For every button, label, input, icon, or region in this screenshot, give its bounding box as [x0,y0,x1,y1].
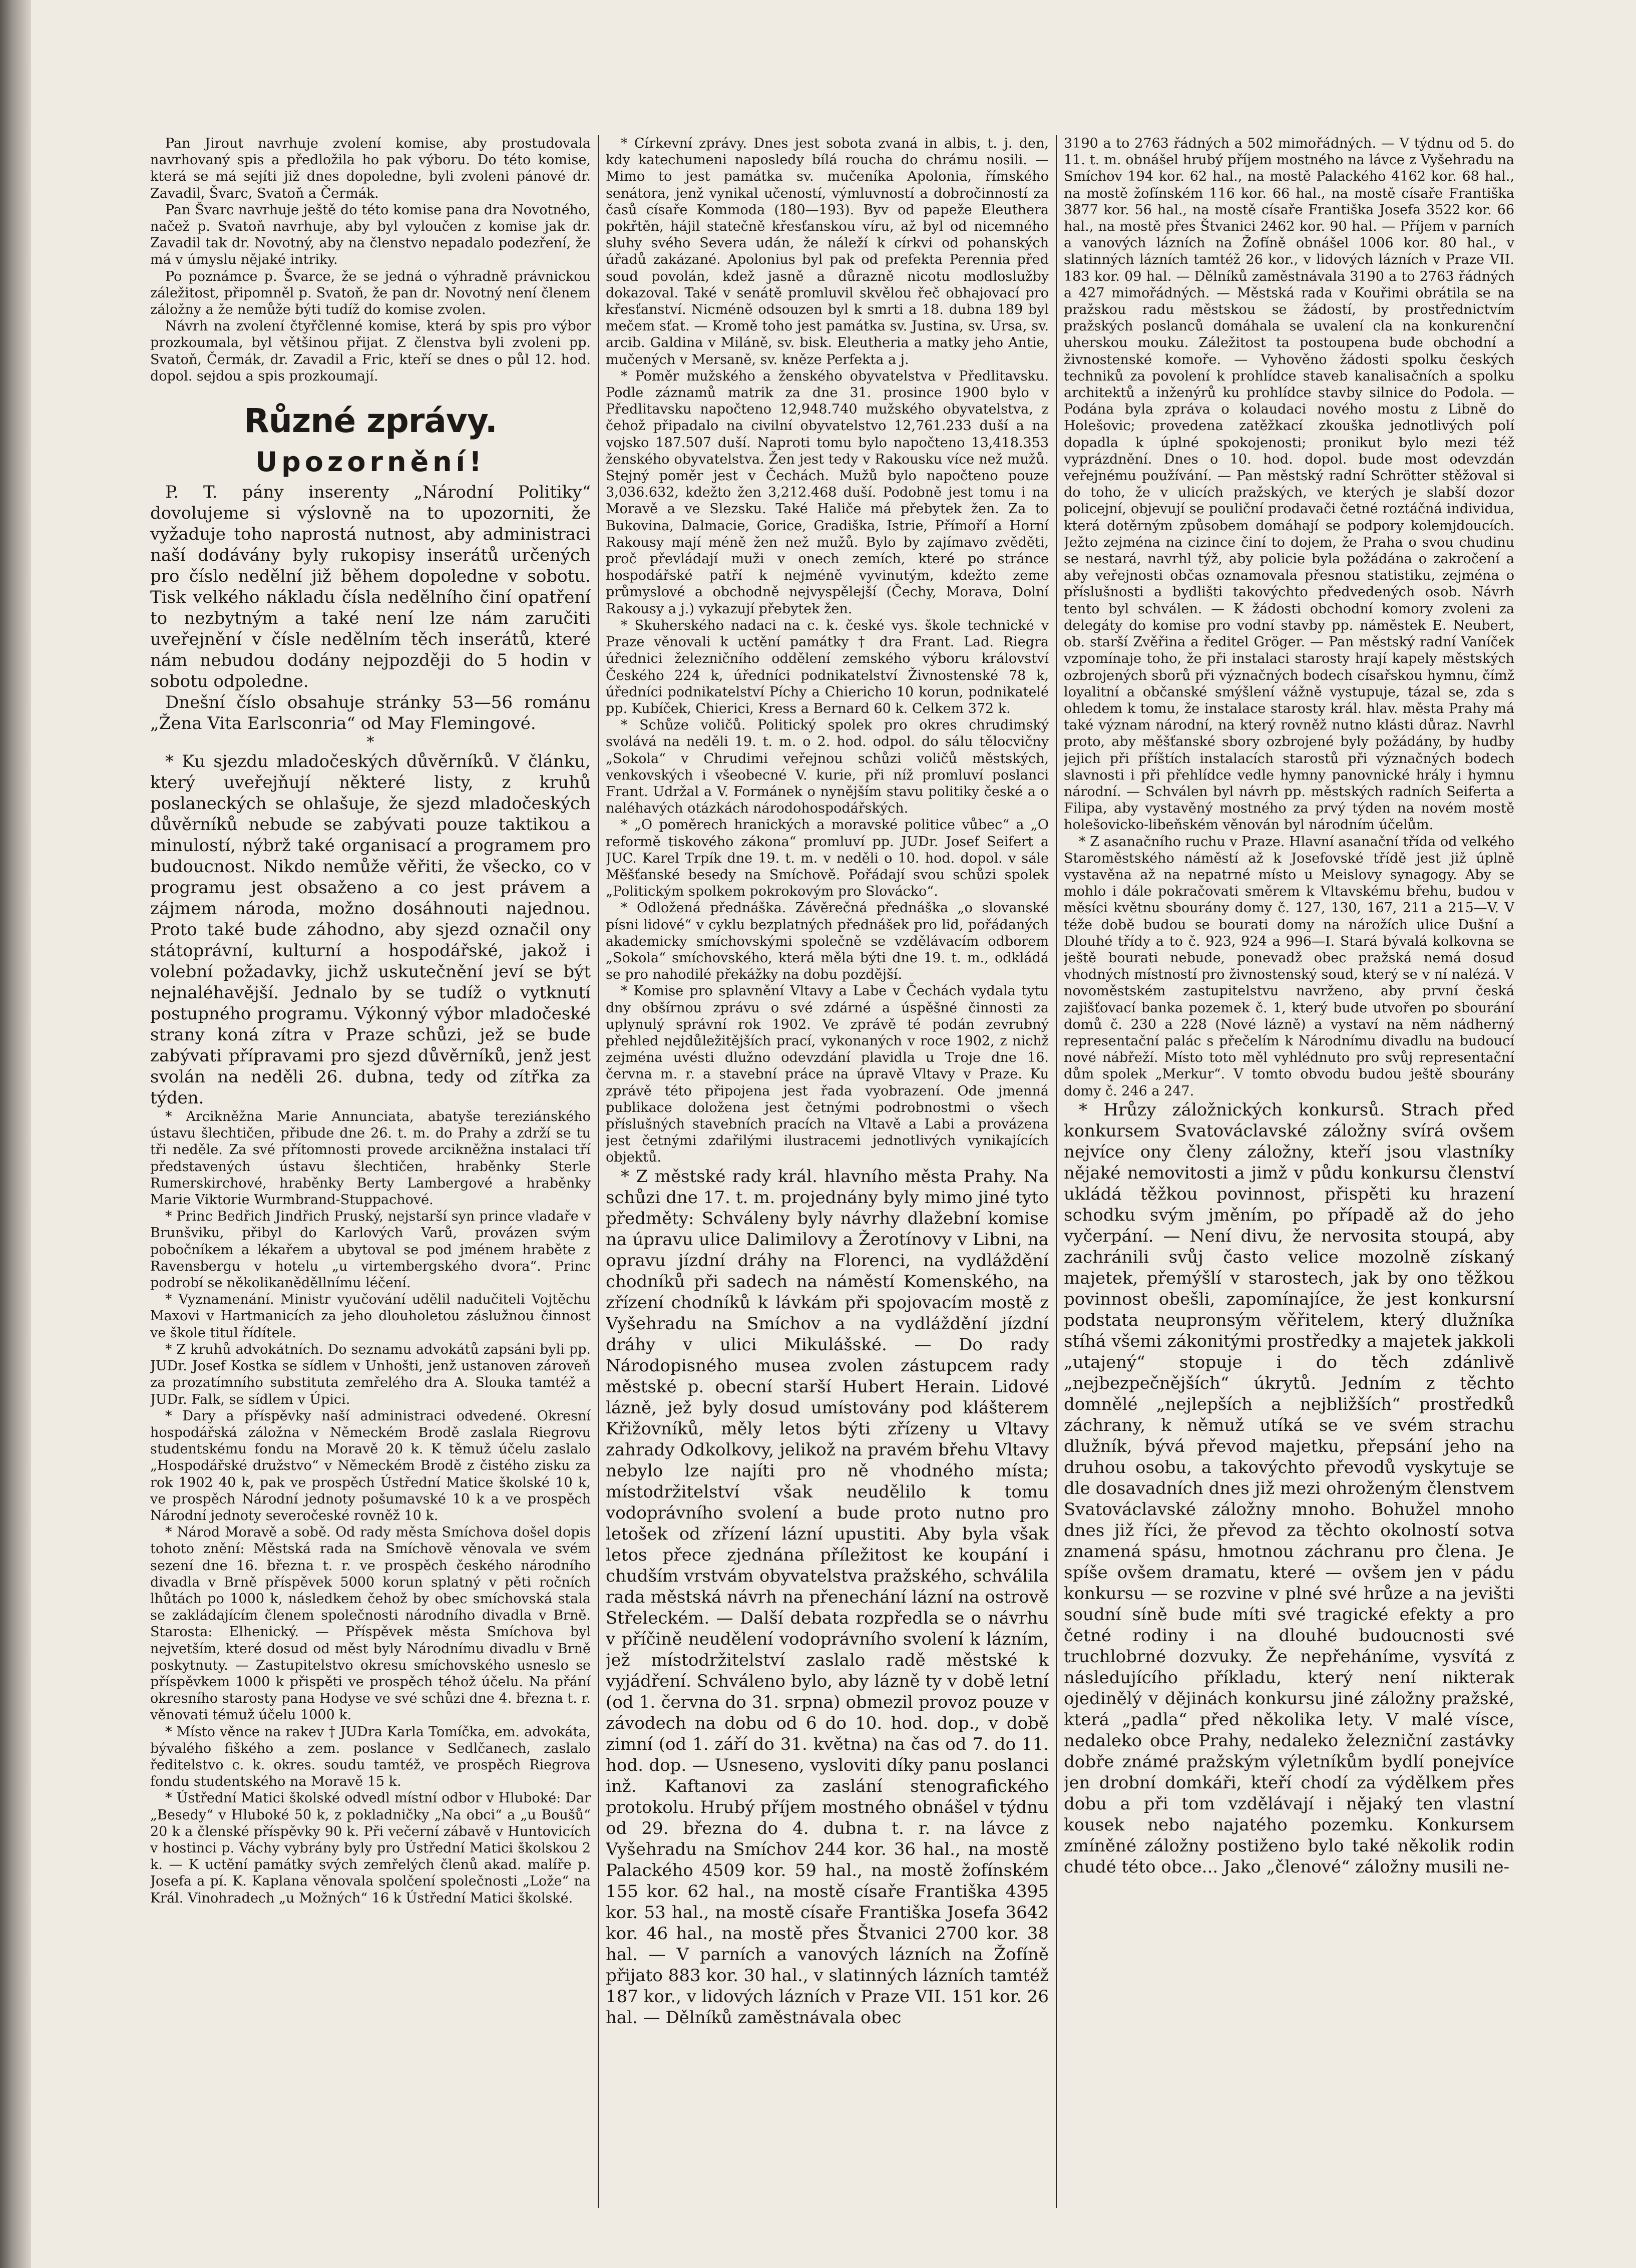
column-2 [606,135,1049,2208]
news-item: * Církevní zprávy. Dnes jest sobota zvaná in albis, t. j. den, kdy katechumeni naposledy bílá roucha do chrámu nosili. — Mimo to jest památka sv. mučeníka Apolonia, římského senátora, jenž vynikal učeností, výmluvností a dobročinností za časů císaře Kommoda (180—193). Byv od papeže Eleuthera pokřtěn, hájil statečně křesťanskou víru, až byl od nicemného sluhy svého Severa udán, že náleží k církvi od pohanských úřadů zakázané. Apolonius byl pak od prefekta Perennia před soud povolán, kdež jasně a důrazně nicotu modloslužby dokazoval. Také v senátě promluvil skvělou řeč obhajovací pro křesťanství. Nicméně odsouzen byl k smrti a 18. dubna 189 byl mečem sťat. — Kromě toho jest památka sv. Justina, sv. Ursa, sv. arcib. Galdina v Miláně, sv. bisk. Eleutheria a matky jeho Antie, mučených v Mersaně, sv. kněze Perfekta a j. [606,136,1049,367]
news-item: * Ku sjezdu mladočeských důvěrníků. V článku, který uveřejňují některé listy, z kruhů poslaneckých se ohlašuje, že sjezd mladočeských důvěrníků nebude se zabývati pouze taktikou a minulostí, nýbrž také organisací a programem pro budoucnost. Nikdo nemůže věřiti, že všecko, co v programu jest obsaženo a co jest právem a zájmem národa, možno dosáhnouti najednou. Proto také bude záhodno, aby sjezd označil ony státoprávní, kulturní a hospodářské, jakož i volební požadavky, jichž uskutečnění jeví se být nejnaléhavější. Jednalo by se tudíž o vytknutí postupného programu. Výkonný výbor mladočeské strany koná zítra v Praze schůzi, jež se bude zabývati přípravami pro sjezd důvěrníků, jenž jest svolán na neděli 26. dubna, tedy od zítřka za týden. [150,751,591,1108]
column-divider [1056,135,1057,2208]
notice-paragraph: P. T. pány inserenty „Národní Politiky“ dovolujeme si výslovně na to upozorniti, že vyžaduje toho naprostá nutnost, aby administraci naší dodávány byly rukopisy inserátů určených pro číslo nedělní již během dopoledne v sobotu. Tisk velkého nákladu čísla nedělního činí opatření to nezbytným a také není lze nám zaručiti uveřejnění v čísle nedělním těch inserátů, které nám nebudou dodány nejpozději do 5 hodin v sobotu odpoledne. [150,482,591,692]
news-item: * Vyznamenání. Ministr vyučování udělil nadučiteli Vojtěchu Maxovi v Hartmanicích za jeho dlouholetou záslužnou činnost ve škole titul řídítele. [150,1292,591,1341]
news-item: * Poměr mužského a ženského obyvatelstva v Předlitavsku. Podle záznamů matrik za dne 31. prosince 1900 bylo v Předlitavsku napočteno 12,948.740 mužského obyvatelstva, z čehož připadalo na civilní obyvatelstvo 12,761.233 duší a na vojsko 187.507 duší. Naproti tomu bylo napočteno 13,418.353 ženského obyvatelstva. Žen jest tedy v Rakousku více než mužů. Stejný poměr jest v Čechách. Mužů bylo napočteno pouze 3,036.632, kdežto žen 3,212.468 duší. Podobně jest tomu i na Moravě a ve Slezsku. Také Haliče má přebytek žen. Za to Bukovina, Dalmacie, Gorice, Gradiška, Istrie, Přímoří a Horní Rakousy mají méně žen než mužů. Bylo by zajímavo zvěděti, proč převládají muži v onech zemích, které po stránce hospodářské patří k nejméně vyvinutým, kdežto zeme průmyslové a obchodně nejvyspělejší (Čechy, Morava, Dolní Rakousy a j.) vykazují přebytek žen. [606,368,1049,617]
column-3 [1064,135,1514,2208]
news-item: 3190 a to 2763 řádných a 502 mimořádných. — V týdnu od 5. do 11. t. m. obnášel hrubý příjem mostného na lávce z Vyšehradu na Smíchov 194 kor. 62 hal., na mostě Palackého 4162 kor. 68 hal., na mostě žofínském 116 kor. 66 hal., na mostě císaře Františka 3877 kor. 56 hal., na mostě císaře Františka Josefa 3522 kor. 66 hal., na mostě přes Štvanici 2462 kor. 90 hal. — Příjem v parních a vanových lázních na Žofíně obnášel 1006 kor. 80 hal., v slatinných lázních tamtéž 26 kor., v lidových lázních v Praze VII. 183 kor. 09 hal. — Dělníků zaměstnávala 3190 a to 2763 řádných a 427 mimořádných. — Městská rada v Kouřimi obrátila se na pražskou radu městskou se žádostí, by prostřednictvím pražských poslanců domáhala se uvalení cla na konkurenční uherskou mouku. Záležitost ta postoupena bude obchodní a živnostenské komoře. — Vyhověno žádosti spolku českých techniků za povolení k prohlídce staveb kanalisačních a spolku architektů a inženýrů ku prohlídce stavby silnice do Podola. — Podána byla zpráva o kolaudaci nového mostu z Libně do Holešovic; provedena zatěžkací zkouška jednotlivých polí dopadla k úplné spokojenosti; pronikut bylo mezi též vyprázdnění. Dnes o 10. hod. dopol. bude most odevzdán veřejnému používání. — Pan městský radní Schrötter stěžoval si do toho, že v ulicích pražských, ve kterých je slabší dozor policejní, objevují se pouliční prodavači četné roztáčná individua, která dotěrným způsobem domáhají se podpory kolemjdoucích. Ježto zejména na cizince činí to dojem, že Praha o svou chudinu se nestará, navrhl týž, aby policie byla požádána o zakročení a aby veřejnosti občas oznamovala přesnou statistiku, zejména o příslušnosti a bydlišti takovýchto předvedených osob. Návrh tento byl schválen. — K žádosti obchodní komory zvoleni za delegáty do komise pro vodní stavby pp. náměstek E. Neubert, ob. starší Zvěřina a ředitel Gröger. — Pan městský radní Vaníček vzpomínaje toho, že při instalaci starosty hrají kapely městských ozbrojených sborů při význačných bodech císařskou hymnu, čímž loyalitní a občanské smýšlení vážně vystupuje, tázal se, zda s ohledem k tomu, že instalace starosty král. hlav. města Prahy má také význam národní, na který rovněž nutno klásti důraz. Navrhl proto, aby měšťanské sbory ozbrojené byly požádány, by hudby jejich při příštích instalacích starostů při význačných bodech slavnosti i při přehlídce vedle hymny panovnické hrály i hymnu národní. — Schválen byl návrh pp. městských radních Seiferta a Filipa, aby vystavěný mostného za prvý týden na novém mostě holešovicko-libeňském věnován byl národním účelům. [1064,136,1514,833]
paragraph: Pan Jirout navrhuje zvolení komise, aby prostudovala navrhovaný spis a předložila ho pak výboru. Do této komise, která se má sejíti již dnes dopoledne, byli zvoleni pánové dr. Zavadil, Švarc, Svatoň a Čermák. [150,136,591,201]
news-item: * Z asanačního ruchu v Praze. Hlavní asanační třída od velkého Staroměstského náměstí až k Josefovské třídě jest již úplně vystavěna až na nepatrné místo u Meislovy synagogy. Aby se mohlo i dále pokračovati směrem k Vltavskému břehu, budou v měsíci květnu sbourány domy č. 127, 130, 167, 211 a 215—V. V téže době budou se bourati domy na nárožích ulice Dušní a Dlouhé třídy a to č. 923, 924 a 996—I. Stará bývalá kolkovna se ještě bourati nebude, ponevadž obec pražská nemá dosud vhodných místností pro živnostenský soud, který se v ní nalézá. V novoměstském zastupitelstvu navrženo, aby první česká zajišťovací banka pozemek č. 1, který bude utvořen po sbourání domů č. 230 a 228 (Nové lázně) a vystaví na něm nádherný representační palác s přečelím k Národnímu divadlu na budoucí nové nábřeží. Místo toto měl vyhlédnuto pro svůj representační dům spolek „Merkur“. V tomto obvodu budou ještě sbourány domy č. 246 a 247. [1064,834,1514,1099]
news-item: * Komise pro splavnění Vltavy a Labe v Čechách vydala tytu dny obšírnou zprávu o své zdárné a úspěšné činnosti za uplynulý správní rok 1902. Ve zprávě té podán zevrubný přehled nejdůležitějších prací, vykonaných v roce 1902, z nichž zejména uvésti dlužno odevzdání plavidla u Troje dne 16. června m. r. a stavební práce na úpravě Vltavy v Praze. Ku zprávě této připojena jest řada vyobrazení. Ode jmenná publikace doložena jest četnými podrobnostmi o všech příslušných stavebních pracích na Vltavě a Labi a provázena jest četnými zdařilými ilustracemi jednotlivých vynikajících objektů. [606,983,1049,1166]
paragraph: Po poznámce p. Švarce, že se jedná o výhradně právnickou záležitost, připomněl p. Svatoň, že pan dr. Novotný není členem záložny a že nemůže býti tudíž do komise zvolen. [150,268,591,318]
news-item: * Skuherského nadaci na c. k. české vys. škole technické v Praze věnovali k uctění památky † dra Frant. Lad. Riegra úřednici železničního oddělení zemského výboru království Českého 224 k, úředníci podnikatelství Živnostenské 78 k, úředníci podnikatelství Píchy a Chiericho 10 korun, podnikatelé pp. Kubíček, Chierici, Kress a Bernard 60 k. Celkem 372 k. [606,617,1049,716]
news-item: * Hrůzy záložnických konkursů. Strach před konkursem Svatováclavské záložny svírá ovšem nejvíce ony členy záložny, kteří jsou vlastníky nějaké nemovitosti a jimž v půdu konkursu členství ukládá těžkou povinnost, přispěti ku hrazení schodku svým jměním, po případě až do jeho vyčerpání. — Není divu, že nervosita stoupá, aby zachránili svůj často velice mozolně získaný majetek, přemýšlí v starostech, jak by ono těžkou povinnost obešli, zapomínajíce, že jest konkursní podstata neupronsým věřitelem, který dlužníka stíhá všemi zákonitými prostředky a majetek jakkoli „utajený“ stopuje i do těch zdánlivě „nejbezpečnějších“ úkrytů. Jedním z těchto domnělé „nejlepších a nejbližších“ prostředků záchrany, k němuž utíká se ve svém strachu dlužník, bývá převod majetku, přepsání jeho na druhou osobu, a takovýchto převodů vyskytuje se dle dosavadních dnes již mezi ohroženým členstvem Svatováclavské záložny mnoho. Bohužel mnoho dnes již říci, že převod za těchto okolností sotva znamená spásu, hmotnou záchranu pro člena. Je spíše ovšem dramatu, které — ovšem jen v pádu konkursu — se rozvine v plné své hrůze a na jevišti soudní síně bude míti své tragické efekty a pro četné rodiny i na dlouhé budoucnosti své truchlobrné dozvuky. Že nepřeháníme, vysvítá z následujícího příkladu, který není nikterak ojedinělý v dějinách konkursu jiné záložny pražské, která „padla“ před několika lety. V malé vísce, nedaleko obce Prahy, nedaleko železniční zastávky dobře známé pražským výletníkům bydlí ponejvíce jen drobní domkáři, kteří chodí za výdělkem přes dobu a při tom vzdělávají i nějaký ten vlastní kousek nebo najatého pozemku. Konkursem zmíněné záložny postiženo bylo také několik rodin chudé této obce... Jako „členové“ záložny musili ne- [1064,1099,1514,1877]
page-binding-edge [0,0,31,2268]
section-title: Různé zprávy. [244,402,497,441]
news-item: * Z městské rady král. hlavního města Prahy. Na schůzi dne 17. t. m. projednány byly mimo jiné tyto předměty: Schváleny byly návrhy dlažební komise na úpravu ulice Dalimilovy a Žerotínovy v Libni, na opravu jízdní dráhy na Florenci, na vydláždění chodníků při sadech na náměstí Komenského, na zřízení chodníků k lávkám při spojovacím mostě z Vyšehradu na Smíchov a na vydláždění jízdní dráhy v ulici Mikulášské. — Do rady Národopisného musea zvolen zástupcem rady městské p. obecní starší Hubert Herain. Lidové lázně, jež byly dosud umístovány pod klášterem Křižovníků, měly letos býti zřízeny u Vltavy zahrady Odkolkovy, jelikož na pravém břehu Vltavy nebylo lze najíti pro ně vhodného místa; místodržitelství však neudělilo k tomu vodoprávního svolení a bude proto nutno pro letošek od zřízení lázní upustiti. Aby byla však letos přece zjednána příležitost ke koupání i chudším vrstvám obyvatelstva pražského, schválila rada městská návrh na přenechání lázní na ostrově Střeleckém. — Další debata rozpředla se o návrhu v příčině neudělení vodoprávního svolení k lázním, jež místodržitelství zaslalo radě městské k vyjádření. Schváleno bylo, aby lázně ty v době letní (od 1. června do 31. srpna) obmezil provoz pouze v závodech na dobu od 6 do 10. hod. dop., v době zimní (od 1. září do 31. května) na čas od 7. do 11. hod. dop. — Usneseno, vysloviti díky panu poslanci inž. Kaftanovi za zaslání stenografického protokolu. Hrubý příjem mostného obnášel v týdnu od 29. března do 4. dubna t. r. na lávce z Vyšehradu na Smíchov 244 kor. 36 hal., na mostě Palackého 4509 kor. 59 hal., na mostě žofínském 155 kor. 62 hal., na mostě císaře Františka 4395 kor. 53 hal., na mostě císaře Františka Josefa 3642 kor. 46 hal., na mostě přes Štvanici 2700 kor. 38 hal. — V parních a vanových lázních na Žofíně přijato 883 kor. 30 hal., v slatinných lázních tamtéž 187 kor., v lidových lázních v Praze VII. 151 kor. 26 hal. — Dělníků zaměstnávala obec [606,1166,1049,2028]
news-item: * Ústřední Matici školské odvedl místní odbor v Hluboké: Dar „Besedy“ v Hluboké 50 k, z pokladničky „Na obci“ a „u Boušů“ 20 k a členské příspěvky 90 k. Při večerní zábavě v Huntovicích v hostinci p. Váchy vybrány byly pro Ústřední Matici školskou 2 k. — K uctění památky svých zemřelých členů akad. malíře p. Josefa a pí. K. Kaplana věnovala spolčení společnosti „Lože“ na Král. Vinohradech „u Možných“ 16 k Ústřední Matici školské. [150,1790,591,1906]
newspaper-page [150,135,1552,2208]
news-item: * Arcikněžna Marie Annunciata, abatyše tereziánského ústavu šlechtičen, přibude dne 26. t. m. do Prahy a zdrží se tu tři neděle. Za své přítomnosti provede arcikněžna instalaci tří představených ústavu šlechtičen, hraběnky Sterle Rumerskirchové, hraběnky Berty Lambergové a hraběnky Marie Viktorie Wurmbrand-Stuppachové. [150,1109,591,1208]
paragraph: Pan Švarc navrhuje ještě do této komise pana dra Novotného, načež p. Svatoň navrhuje, aby byl vyloučen z komise jak dr. Zavadil tak dr. Novotný, aby na členstvo nepadalo podezření, že má v úmyslu nějaké intriky. [150,202,591,268]
news-item: * Dary a příspěvky naší administraci odvedené. Okresní hospodářská záložna v Německém Brodě zaslala Riegrovu studentskému fondu na Moravě 20 k. K těmuž účelu zaslalo „Hospodářské družstvo“ v Německém Brodě z čistého zisku za rok 1902 40 k, pak ve prospěch Ústřední Matice školské 10 k, ve prospěch Národní jednoty pošumavské 10 k a ve prospěch Národní jednoty severočeské rovněž 10 k. [150,1408,591,1524]
news-item: * Princ Bedřich Jindřich Pruský, nejstarší syn prince vladaře v Brunšviku, přibyl do Karlových Varů, provázen svým pobočníkem a lékařem a ubytoval se pod jménem hraběte z Ravensbergu v hotelu „u virtembergského dvora“. Princ podrobí se několikaněděllnímu léčení. [150,1209,591,1291]
news-item: * Z kruhů advokátních. Do seznamu advokátů zapsáni byli pp. JUDr. Josef Kostka se sídlem v Unhošti, jenž ustanoven zároveň za prozatímního substituta zemřelého dra A. Slouka tamtéž a JUDr. Falk, se sídlem v Úpici. [150,1341,591,1407]
column-divider [598,135,599,2208]
column-1-intro [150,135,591,385]
column-1 [150,135,591,2208]
notice-title: Upozornění! [255,446,486,478]
news-item: * „O poměrech hranických a moravské politice vůbec“ a „O reformě tiskového zákona“ promluví pp. JUDr. Josef Seifert a JUC. Karel Trpík dne 19. t. m. v neděli o 10. hod. dopol. v sále Měšťanské besedy na Smíchově. Pořádají svou schůzi spolek „Politickým spolkem pokrokovým pro Slovácko“. [606,817,1049,900]
news-item: * Místo věnce na rakev † JUDra Karla Tomíčka, em. advokáta, bývalého fiškého a zem. poslance v Sedlčanech, zaslalo ředitelstvo c. k. okres. soudu tamtéž, ve prospěch Riegrova fondu studentského na Moravě 15 k. [150,1724,591,1790]
separator-asterisk: * [366,733,374,751]
news-item: * Odložená přednáška. Závěrečná přednáška „o slovanské písni lidové“ v cyklu bezplatných přednášek pro lid, pořádaných akademicky smíchovskými společně se vzdělávacím odborem „Sokola“ smíchovského, která měla býti dne 19. t. m., odkládá se pro nahodilé překážky na dobu pozdější. [606,900,1049,983]
news-item: * Národ Moravě a sobě. Od rady města Smíchova došel dopis tohoto znění: Městská rada na Smíchově věnovala ve svém sezení dne 16. března t. r. ve prospěch českého národního divadla v Brně příspěvek 5000 korun splatný v pěti ročních lhůtách po 1000 k, následkem čehož by obec smíchovská stala se zakládajícím členem společnosti národního divadla v Brně. Starosta: Elhenický. — Příspěvek města Smíchova byl nejvetším, které dosud od měst byly Národnímu divadlu v Brně poskytnuty. — Zastupitelstvo okresu smíchovského usneslo se příspěvkem 1000 k přispěti ve prospěch téhož účelu. Na přání okresního starosty pana Hodyse ve své schůzi dne 4. března t. r. věnovati témuž účelu 1000 k. [150,1525,591,1723]
news-item: * Schůze voličů. Politický spolek pro okres chrudimský svolává na neděli 19. t. m. o 2. hod. odpol. do sálu tělocvičny „Sokola“ v Chrudimi veřejnou schůzi voličů městských, venkovských i všeobecné V. kurie, při níž promluví poslanci Frant. Udržal a V. Formánek o nynějším stavu politiky české a o naléhavých otázkách národohospodářských. [606,717,1049,817]
paragraph: Návrh na zvolení čtyřčlenné komise, která by spis pro výbor prozkoumala, byl většinou přijat. Z členstva byli zvoleni pp. Svatoň, Čermák, dr. Zavadil a Fric, kteří se dnes o půl 12. hod. dopol. sejdou a spis prozkoumají. [150,318,591,384]
notice-paragraph: Dnešní číslo obsahuje stránky 53—56 románu „Žena Vita Earlsconria“ od May Flemingové. [150,692,591,734]
